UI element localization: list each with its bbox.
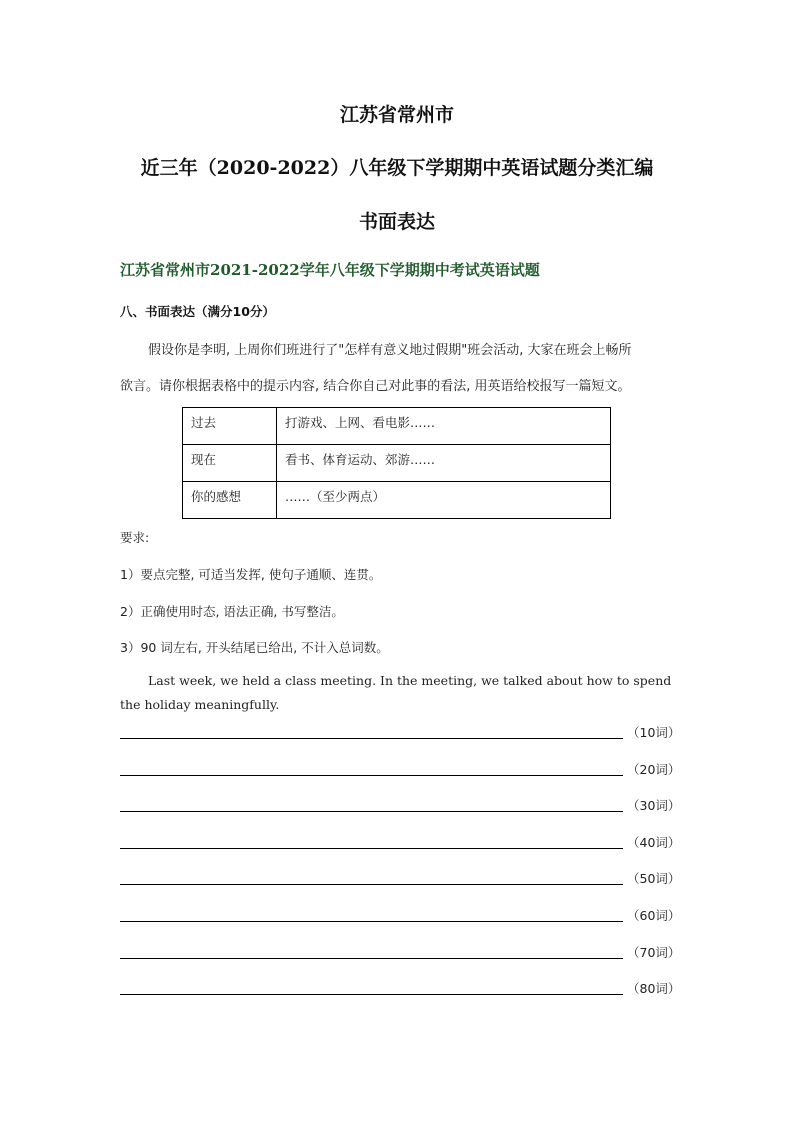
word-count-label: （80词） bbox=[627, 981, 681, 996]
header-topic: 书面表达 bbox=[358, 211, 435, 233]
header-collection-title: 近三年（2020-2022）八年级下学期期中英语试题分类汇编 bbox=[140, 157, 654, 179]
word-count-label: （60词） bbox=[627, 908, 681, 923]
table-row-label: 你的感想 bbox=[183, 482, 277, 519]
word-count-label: （20词） bbox=[627, 762, 681, 777]
word-count-label: （40词） bbox=[627, 835, 681, 850]
prompt-paragraph-2: 欲言。请你根据表格中的提示内容, 结合你自己对此事的看法, 用英语给校报写一篇短文。 bbox=[120, 379, 631, 394]
requirements-heading: 要求: bbox=[120, 530, 150, 545]
answer-rule bbox=[120, 958, 623, 959]
answer-rule bbox=[120, 848, 623, 849]
requirement-item: 2）正确使用时态, 语法正确, 书写整洁。 bbox=[120, 604, 344, 619]
answer-line[interactable] bbox=[120, 794, 680, 814]
table-row bbox=[183, 408, 611, 445]
answer-line[interactable] bbox=[120, 721, 680, 741]
header-province-city: 江苏省常州市 bbox=[339, 104, 454, 126]
hint-table bbox=[182, 407, 611, 519]
answer-rule bbox=[120, 994, 623, 995]
answer-line[interactable] bbox=[120, 904, 680, 924]
prompt-paragraph-1: 假设你是李明, 上周你们班进行了"怎样有意义地过假期"班会活动, 大家在班会上畅所 bbox=[148, 343, 632, 358]
answer-line[interactable] bbox=[120, 758, 680, 778]
table-row bbox=[183, 482, 611, 519]
word-count-label: （30词） bbox=[627, 798, 681, 813]
answer-line[interactable] bbox=[120, 977, 680, 997]
part-title: 八、书面表达（满分10分） bbox=[120, 304, 275, 319]
answer-rule bbox=[120, 775, 623, 776]
table-row-label: 现在 bbox=[183, 445, 277, 482]
answer-rule bbox=[120, 921, 623, 922]
essay-opening: Last week, we held a class meeting. In the meeting, we talked about how to spend the holiday meaningfully. bbox=[120, 673, 672, 712]
table-row-content: 打游戏、上网、看电影…… bbox=[277, 408, 611, 445]
table-row-label: 过去 bbox=[183, 408, 277, 445]
requirement-item: 3）90 词左右, 开头结尾已给出, 不计入总词数。 bbox=[120, 640, 389, 655]
exam-source-title: 江苏省常州市2021-2022学年八年级下学期期中考试英语试题 bbox=[120, 261, 540, 279]
requirement-item: 1）要点完整, 可适当发挥, 使句子通顺、连贯。 bbox=[120, 567, 382, 582]
answer-rule bbox=[120, 884, 623, 885]
table-row-content: 看书、体育运动、郊游…… bbox=[277, 445, 611, 482]
table-row-content: ……（至少两点） bbox=[277, 482, 611, 519]
answer-rule bbox=[120, 811, 623, 812]
word-count-label: （70词） bbox=[627, 945, 681, 960]
answer-line[interactable] bbox=[120, 831, 680, 851]
word-count-label: （10词） bbox=[627, 725, 681, 740]
answer-line[interactable] bbox=[120, 941, 680, 961]
table-row bbox=[183, 445, 611, 482]
word-count-label: （50词） bbox=[627, 871, 681, 886]
answer-line[interactable] bbox=[120, 867, 680, 887]
answer-rule bbox=[120, 738, 623, 739]
